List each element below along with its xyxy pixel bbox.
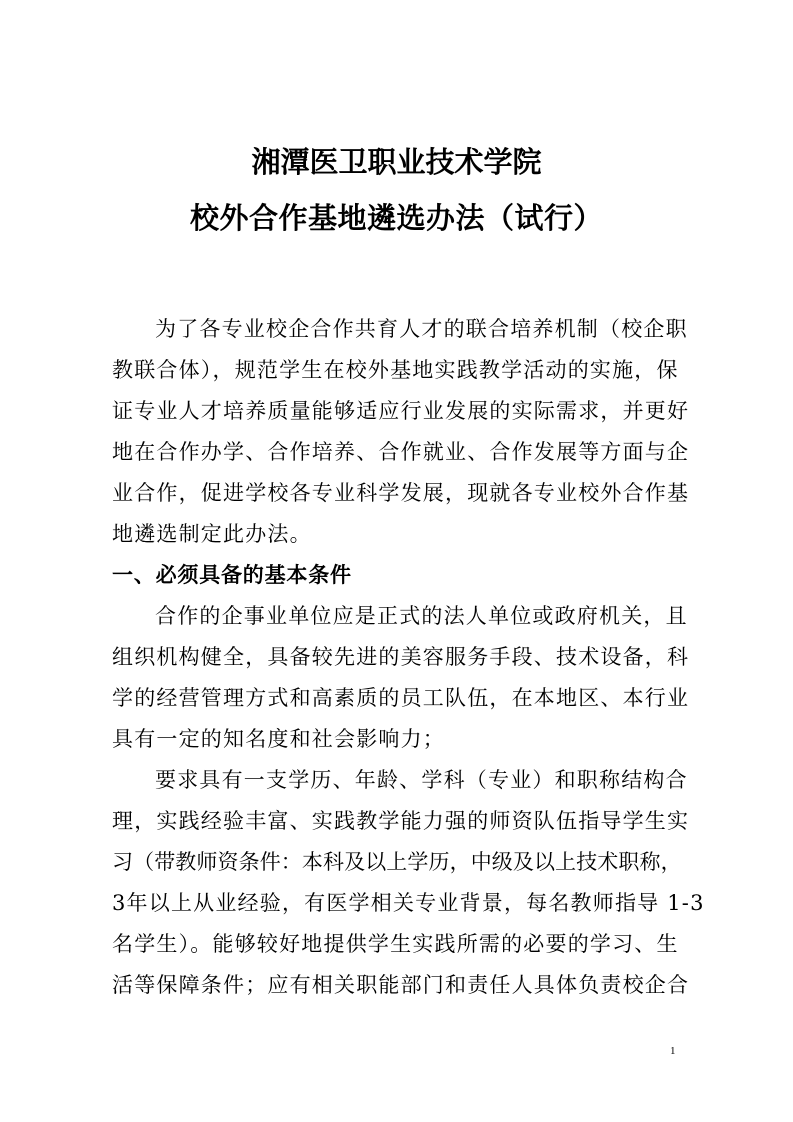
paragraph-line: 证专业人才培养质量能够适应行业发展的实际需求，并更好 xyxy=(112,399,690,423)
paragraph-line: 理，实践经验丰富、实践教学能力强的师资队伍指导学生实 xyxy=(112,809,690,833)
paragraph-line: 活等保障条件；应有相关职能部门和责任人具体负责校企合 xyxy=(112,973,690,997)
paragraph-line: 教联合体），规范学生在校外基地实践教学活动的实施，保 xyxy=(112,358,679,382)
paragraph-line: 要求具有一支学历、年龄、学科（专业）和职称结构合 xyxy=(155,768,688,792)
paragraph-line: 业合作，促进学校各专业科学发展，现就各专业校外合作基 xyxy=(112,481,690,505)
paragraph-line: 习（带教师资条件：本科及以上学历，中级及以上技术职称， xyxy=(112,850,682,874)
paragraph-line: 具有一定的知名度和社会影响力； xyxy=(112,727,445,751)
paragraph-line: 学的经营管理方式和高素质的员工队伍，在本地区、本行业 xyxy=(112,686,690,710)
document-title-policy: 校外合作基地遴选办法（试行） xyxy=(189,201,603,235)
section-heading-basic-conditions: 一、必须具备的基本条件 xyxy=(112,563,352,587)
paragraph-line: 地遴选制定此办法。 xyxy=(112,522,312,546)
paragraph-line: 合作的企事业单位应是正式的法人单位或政府机关，且 xyxy=(155,604,688,628)
paragraph-line: 为了各专业校企合作共育人才的联合培养机制（校企职 xyxy=(155,317,688,341)
page-number: 1 xyxy=(670,1045,676,1057)
document-title-institution: 湘潭医卫职业技术学院 xyxy=(251,145,542,179)
paragraph-line: 3年以上从业经验，有医学相关专业背景，每名教师指导 1-3 xyxy=(112,891,705,915)
paragraph-line: 名学生）。能够较好地提供学生实践所需的必要的学习、生 xyxy=(112,932,679,956)
paragraph-line: 组织机构健全，具备较先进的美容服务手段、技术设备，科 xyxy=(112,645,690,669)
paragraph-line: 地在合作办学、合作培养、合作就业、合作发展等方面与企 xyxy=(112,440,690,464)
